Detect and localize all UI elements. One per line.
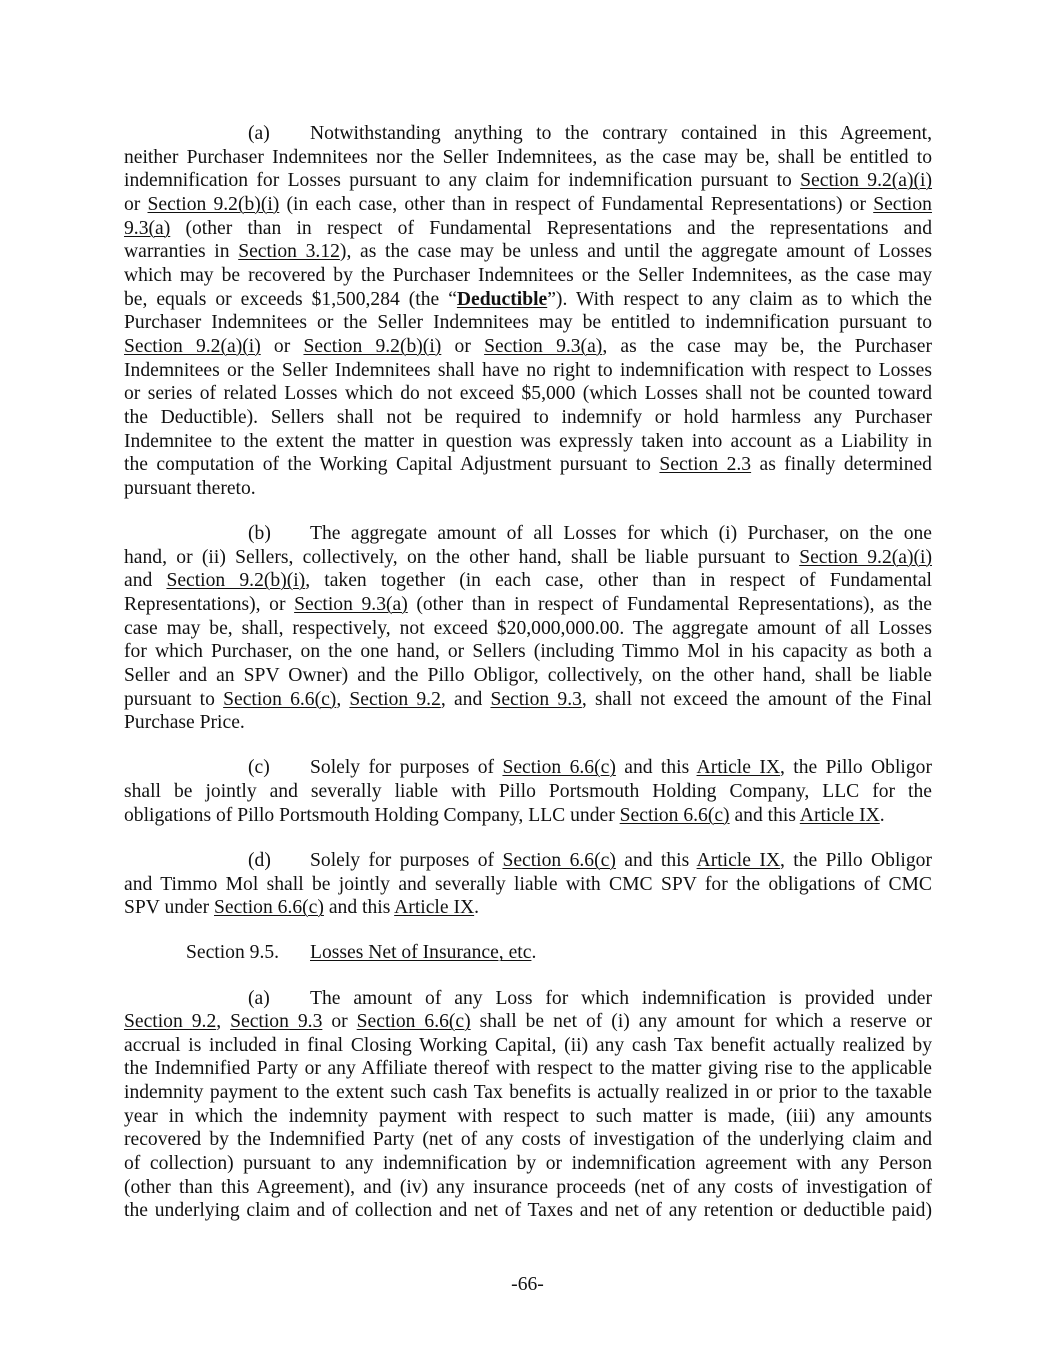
section-reference: Section 9.3 <box>490 688 582 710</box>
article-reference: Article IX <box>696 757 781 779</box>
section-reference: Section 9.2 <box>124 1011 217 1033</box>
section-reference: Section 3.12 <box>238 241 340 263</box>
paragraph-label: (a) <box>248 123 270 144</box>
section-reference: Section <box>873 193 932 215</box>
document-page <box>124 122 932 1245</box>
article-reference: Article IX <box>696 849 781 871</box>
paragraph-9-5-a: (a) The amount of any Loss for which indemnification is provided under Section 9.2, Section 9.3 or Section 6.6(c) shall be net of (i) any amount for which a reserve or accrual is included in final Closing Working Capital, (ii) any cash Tax benefit actually realized by the Indemnified Party or any Affiliate thereof with respect to the matter giving rise to the applicable indemnity payment to the extent such cash Tax benefits is actually realized in or prior to the taxable year in which the indemnity payment with respect to such matter is made, (iii) any amounts recovered by the Indemnified Party (net of any costs of investigation of the underlying claim and of collection) pursuant to any indemnification by or indemnification agreement with any Person (other than this Agreement), and (iv) any insurance proceeds (net of any costs of investigation of the underlying claim and of collection and net of Taxes and net of any retention or deductible paid) <box>124 987 932 1222</box>
section-reference: Section 9.2(a)(i) <box>124 335 261 357</box>
paragraph-label: (d) <box>248 849 271 871</box>
page-number: -66- <box>511 1274 544 1295</box>
defined-term-deductible: Deductible <box>456 288 548 310</box>
paragraph-label: (a) <box>248 987 270 1009</box>
section-reference: Section 6.6(c) <box>356 1011 471 1033</box>
section-number: Section 9.5. <box>186 942 280 964</box>
article-reference: Article IX <box>394 897 475 919</box>
section-reference: Section 9.2(b)(i) <box>166 570 306 592</box>
section-reference: Section 6.6(c) <box>502 757 616 779</box>
section-reference: Section 9.2(b)(i) <box>303 335 442 357</box>
paragraph-9-4-b: (b) The aggregate amount of all Losses for which (i) Purchaser, on the one hand, or (ii) Sellers, collectively, on the other hand, shall be liable pursuant to Section 9.2(a)(i) and Section 9.2(b)(i), taken together (in each case, other than in respect of Fundamental Representations), or Section 9.3(a) (other than in respect of Fundamental Representations), as the case may be, shall, respectively, not exceed $20,000,000.00. The aggregate amount of all Losses for which Purchaser, on the one hand, or Sellers (including Timmo Mol in his capacity as both a Seller and an SPV Owner) and the Pillo Obligor, collectively, on the other hand, shall be liable pursuant to Section 6.6(c), Section 9.2, and Section 9.3, shall not exceed the amount of the Final Purchase Price. <box>124 523 933 734</box>
section-reference: Section 9.2(a)(i) <box>800 170 933 192</box>
section-reference: Section 6.6(c) <box>214 897 324 919</box>
paragraph-9-4-a: (a) Notwithstanding anything to the contrary contained in this Agreement, neither Purchaser Indemnitees nor the Seller Indemnitees, as the case may be, shall be entitled to indemnification for Losses pursuant to any claim for indemnification pursuant to Section 9.2(a)(i) or Section 9.2(b)(i) (in each case, other than in respect of Fundamental Representations) or Section 9.3(a) (other than in respect of Fundamental Representations and the representations and warranties in Section 3.12), as the case may be unless and until the aggregate amount of Losses which may be recovered by the Purchaser Indemnitees or the Seller Indemnitees, as the case may be, equals or exceeds $1,500,284 (the “Deductible”). With respect to any claim as to which the Purchaser Indemnitees or the Seller Indemnitees may be entitled to indemnification pursuant to Section 9.2(a)(i) or Section 9.2(b)(i) or Section 9.3(a), as the case may be, the Purchaser Indemnitees or the Seller Indemnitees shall have no right to indemnification with respect to Losses or series of related Losses which do not exceed $5,000 (which Losses shall not be counted toward the Deductible). Sellers shall not be required to indemnify or hold harmless any Purchaser Indemnitee to the extent the matter in question was expressly taken into account as a Liability in the computation of the Working Capital Adjustment pursuant to Section 2.3 as finally determined pursuant thereto. <box>124 123 933 499</box>
section-reference: Section 6.6(c) <box>502 849 616 871</box>
section-reference: 9.3(a) <box>124 217 171 239</box>
article-reference: Article IX <box>799 804 880 826</box>
section-title: Losses Net of Insurance, etc <box>310 942 532 964</box>
paragraph-label: (c) <box>248 757 270 779</box>
section-reference: Section 9.3(a) <box>484 335 603 357</box>
section-reference: Section 9.3 <box>230 1011 323 1033</box>
section-reference: Section 9.2 <box>349 688 441 710</box>
paragraph-label: (b) <box>248 523 271 544</box>
paragraph-9-4-d: (d) Solely for purposes of Section 6.6(c) and this Article IX, the Pillo Obligor and Timmo Mol shall be jointly and severally liable with CMC SPV for the obligations of CMC SPV under Section 6.6(c) and this Article IX. <box>124 849 932 919</box>
section-reference: Section 9.3(a) <box>294 593 408 615</box>
section-reference: Section 9.2(a)(i) <box>799 546 932 568</box>
paragraph-9-4-c: (c) Solely for purposes of Section 6.6(c) and this Article IX, the Pillo Obligor shall be jointly and severally liable with Pillo Portsmouth Holding Company, LLC for the obligations of Pillo Portsmouth Holding Company, LLC under Section 6.6(c) and this Article IX. <box>124 757 932 826</box>
section-reference: Section 9.2(b)(i) <box>147 193 280 215</box>
section-reference: Section 6.6(c) <box>619 804 730 826</box>
section-reference: Section 6.6(c) <box>223 688 337 710</box>
section-reference: Section 2.3 <box>659 454 752 476</box>
section-heading-9-5: Section 9.5. Losses Net of Insurance, etc. <box>186 942 537 964</box>
